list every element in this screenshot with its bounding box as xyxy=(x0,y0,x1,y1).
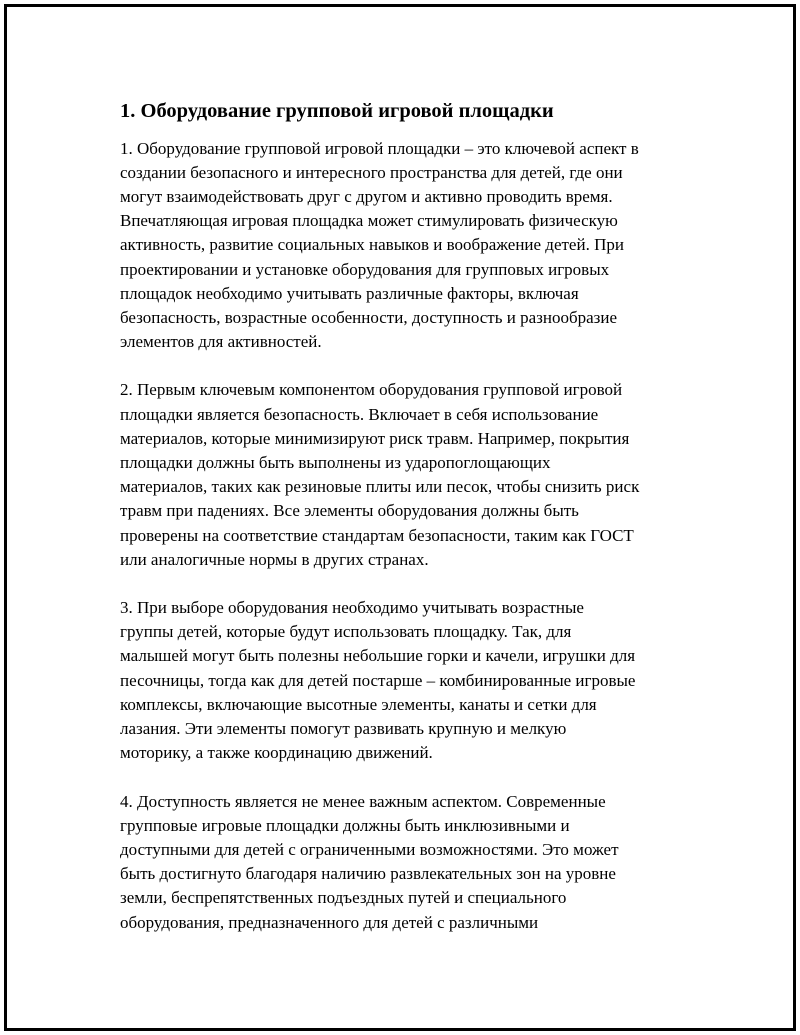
text-line: проектировании и установке оборудования для групповых игровых xyxy=(120,259,610,279)
text-line: материалов, таких как резиновые плиты или песок, чтобы снизить риск xyxy=(120,477,640,497)
text-line: комплексы, включающие высотные элементы, канаты и сетки для xyxy=(120,694,597,714)
text-line: или аналогичные нормы в других странах. xyxy=(120,549,429,569)
text-line: создании безопасного и интересного пространства для детей, где они xyxy=(120,162,623,182)
text-line: 1. Оборудование групповой игровой площадки – это ключевой аспект в xyxy=(120,138,639,158)
document-title: 1. Оборудование групповой игровой площадки xyxy=(120,100,554,122)
text-line: малышей могут быть полезны небольшие горки и качели, игрушки для xyxy=(120,646,636,666)
text-line: доступными для детей с ограниченными возможностями. Это может xyxy=(120,839,619,859)
text-line: могут взаимодействовать друг с другом и активно проводить время. xyxy=(120,187,613,207)
text-line: травм при падениях. Все элементы оборудования должны быть xyxy=(120,501,579,521)
text-line: 4. Доступность является не менее важным аспектом. Современные xyxy=(120,791,606,811)
text-line: 3. При выборе оборудования необходимо учитывать возрастные xyxy=(120,598,584,618)
text-line: элементов для активностей. xyxy=(120,332,322,352)
text-line: активность, развитие социальных навыков и воображение детей. При xyxy=(120,235,624,255)
text-line: групповые игровые площадки должны быть инклюзивными и xyxy=(120,815,570,835)
document-body xyxy=(120,99,720,959)
text-line: площадки является безопасность. Включает в себя использование xyxy=(120,404,599,424)
text-line: лазания. Эти элементы помогут развивать крупную и мелкую xyxy=(120,719,567,739)
text-line: площадок необходимо учитывать различные факторы, включая xyxy=(120,283,579,303)
text-line: Впечатляющая игровая площадка может стимулировать физическую xyxy=(120,211,618,231)
text-line: быть достигнуто благодаря наличию развлекательных зон на уровне xyxy=(120,864,616,884)
paragraph-3 xyxy=(120,596,720,765)
text-line: земли, беспрепятственных подъездных путей и специального xyxy=(120,888,567,908)
text-line: группы детей, которые будут использовать площадку. Так, для xyxy=(120,622,572,642)
paragraph-4 xyxy=(120,790,720,935)
paragraph-1 xyxy=(120,137,720,355)
paragraph-2 xyxy=(120,378,720,572)
text-line: площадки должны быть выполнены из ударопоглощающих xyxy=(120,453,551,473)
text-line: 2. Первым ключевым компонентом оборудования групповой игровой xyxy=(120,380,623,400)
text-line: материалов, которые минимизируют риск травм. Например, покрытия xyxy=(120,428,630,448)
text-line: проверены на соответствие стандартам безопасности, таким как ГОСТ xyxy=(120,525,634,545)
text-line: оборудования, предназначенного для детей с различными xyxy=(120,912,539,932)
page-frame xyxy=(4,4,796,1031)
text-line: песочницы, тогда как для детей постарше – комбинированные игровые xyxy=(120,670,636,690)
text-line: безопасность, возрастные особенности, доступность и разнообразие xyxy=(120,308,618,328)
text-line: моторику, а также координацию движений. xyxy=(120,743,433,763)
